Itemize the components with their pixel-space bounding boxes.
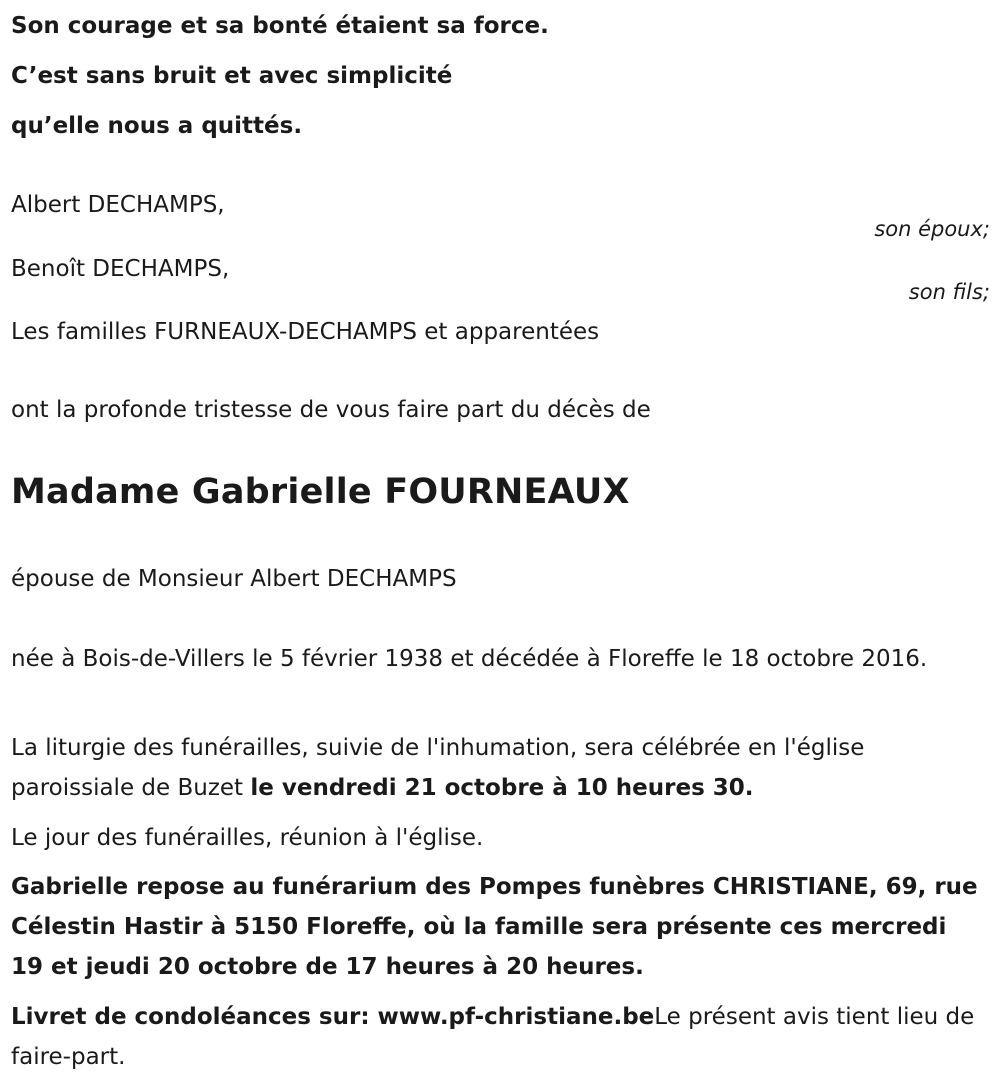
family-member-name: Albert DECHAMPS, — [11, 192, 225, 218]
liturgy-paragraph — [11, 728, 986, 808]
liturgy-datetime: le vendredi 21 octobre à 10 heures 30. — [250, 775, 754, 801]
condolences-link[interactable]: Livret de condoléances sur: www.pf-christiane.be — [11, 1004, 655, 1030]
announcement-text: ont la profonde tristesse de vous faire part du décès de — [11, 397, 651, 423]
epitaph-line-3: qu’elle nous a quittés. — [11, 113, 303, 139]
family-member-role: son fils; — [908, 280, 990, 304]
liturgy-text: La liturgie des funérailles, suivie de l'inhumation, sera célébrée en l'église paroissiale de Buzet — [11, 735, 865, 801]
family-member-name: Benoît DECHAMPS, — [11, 256, 230, 282]
birth-death-dates: née à Bois-de-Villers le 5 février 1938 et décédée à Floreffe le 18 octobre 2016. — [11, 646, 928, 672]
family-relatives: Les familles FURNEAUX-DECHAMPS et apparentées — [11, 319, 600, 345]
epitaph-line-1: Son courage et sa bonté étaient sa force. — [11, 13, 549, 39]
spouse-line: épouse de Monsieur Albert DECHAMPS — [11, 566, 457, 592]
gathering-text: Le jour des funérailles, réunion à l'église. — [11, 825, 484, 851]
epitaph-line-2: C’est sans bruit et avec simplicité — [11, 63, 453, 89]
condolences-paragraph — [11, 997, 986, 1077]
notice-text: Le présent avis tient lieu de faire-part. — [11, 1004, 975, 1070]
deceased-name: Madame Gabrielle FOURNEAUX — [11, 472, 630, 512]
visitation-paragraph: Gabrielle repose au funérarium des Pompes funèbres CHRISTIANE, 69, rue Célestin Hastir à 5150 Floreffe, où la famille sera présente ces mercredi 19 et jeudi 20 octobre de 17 heures à 20 heures. — [11, 874, 978, 980]
family-member-role: son époux; — [874, 217, 990, 241]
